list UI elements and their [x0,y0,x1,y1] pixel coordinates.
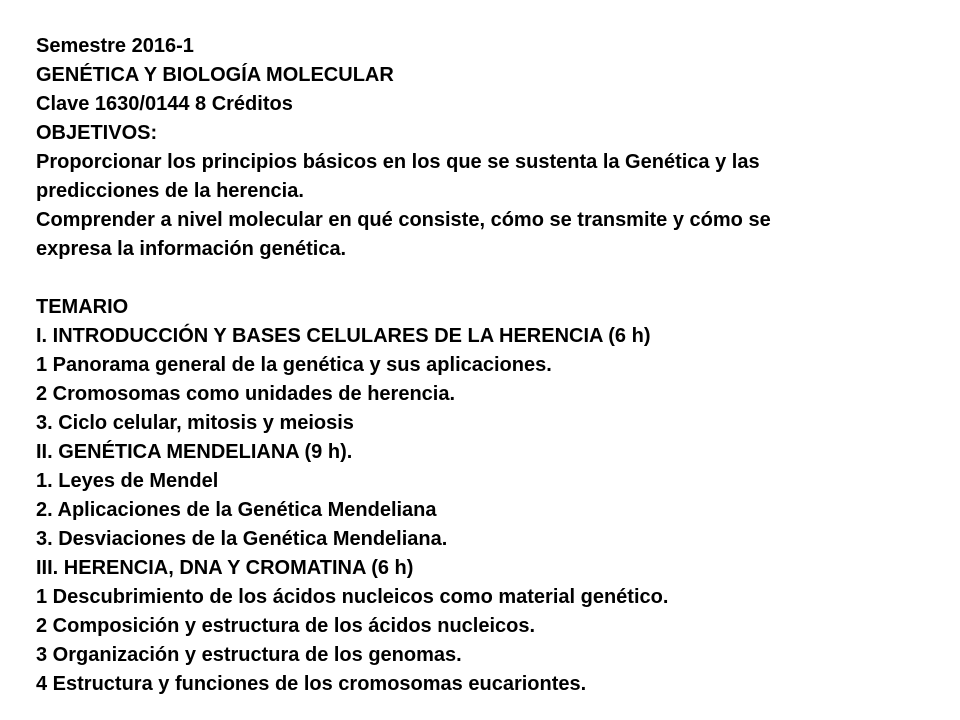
unit-topic: 3 Organización y estructura de los genomas. [36,644,462,666]
semester-label: Semestre 2016-1 [36,35,194,57]
unit-title: II. GENÉTICA MENDELIANA (9 h). [36,441,353,463]
unit-topic: 2 Composición y estructura de los ácidos nucleicos. [36,615,536,637]
objectives-heading: OBJETIVOS: [36,122,158,144]
course-title: GENÉTICA Y BIOLOGÍA MOLECULAR [36,64,394,86]
unit-topic: 1 Panorama general de la genética y sus aplicaciones. [36,354,552,376]
unit-topic: 3. Desviaciones de la Genética Mendeliana. [36,528,448,550]
unit-topic: 1 Descubrimiento de los ácidos nucleicos como material genético. [36,586,669,608]
unit-topic: 2. Aplicaciones de la Genética Mendeliana [36,499,437,521]
course-code: Clave 1630/0144 8 Créditos [36,93,293,115]
unit-topic: 3. Ciclo celular, mitosis y meiosis [36,412,354,434]
syllabus-heading: TEMARIO [36,296,129,318]
unit-title: I. INTRODUCCIÓN Y BASES CELULARES DE LA HERENCIA (6 h) [36,325,651,347]
unit-topic: 2 Cromosomas como unidades de herencia. [36,383,456,405]
objective-line: predicciones de la herencia. [36,180,304,202]
unit-topic: 4 Estructura y funciones de los cromosomas eucariontes. [36,673,587,695]
objective-line: Proporcionar los principios básicos en los que se sustenta la Genética y las [36,151,760,173]
syllabus-document [36,32,936,699]
blank-spacer [36,264,936,293]
objective-line: expresa la información genética. [36,238,347,260]
unit-topic: 1. Leyes de Mendel [36,470,219,492]
objective-line: Comprender a nivel molecular en qué consiste, cómo se transmite y cómo se [36,209,771,231]
unit-title: III. HERENCIA, DNA Y CROMATINA (6 h) [36,557,414,579]
